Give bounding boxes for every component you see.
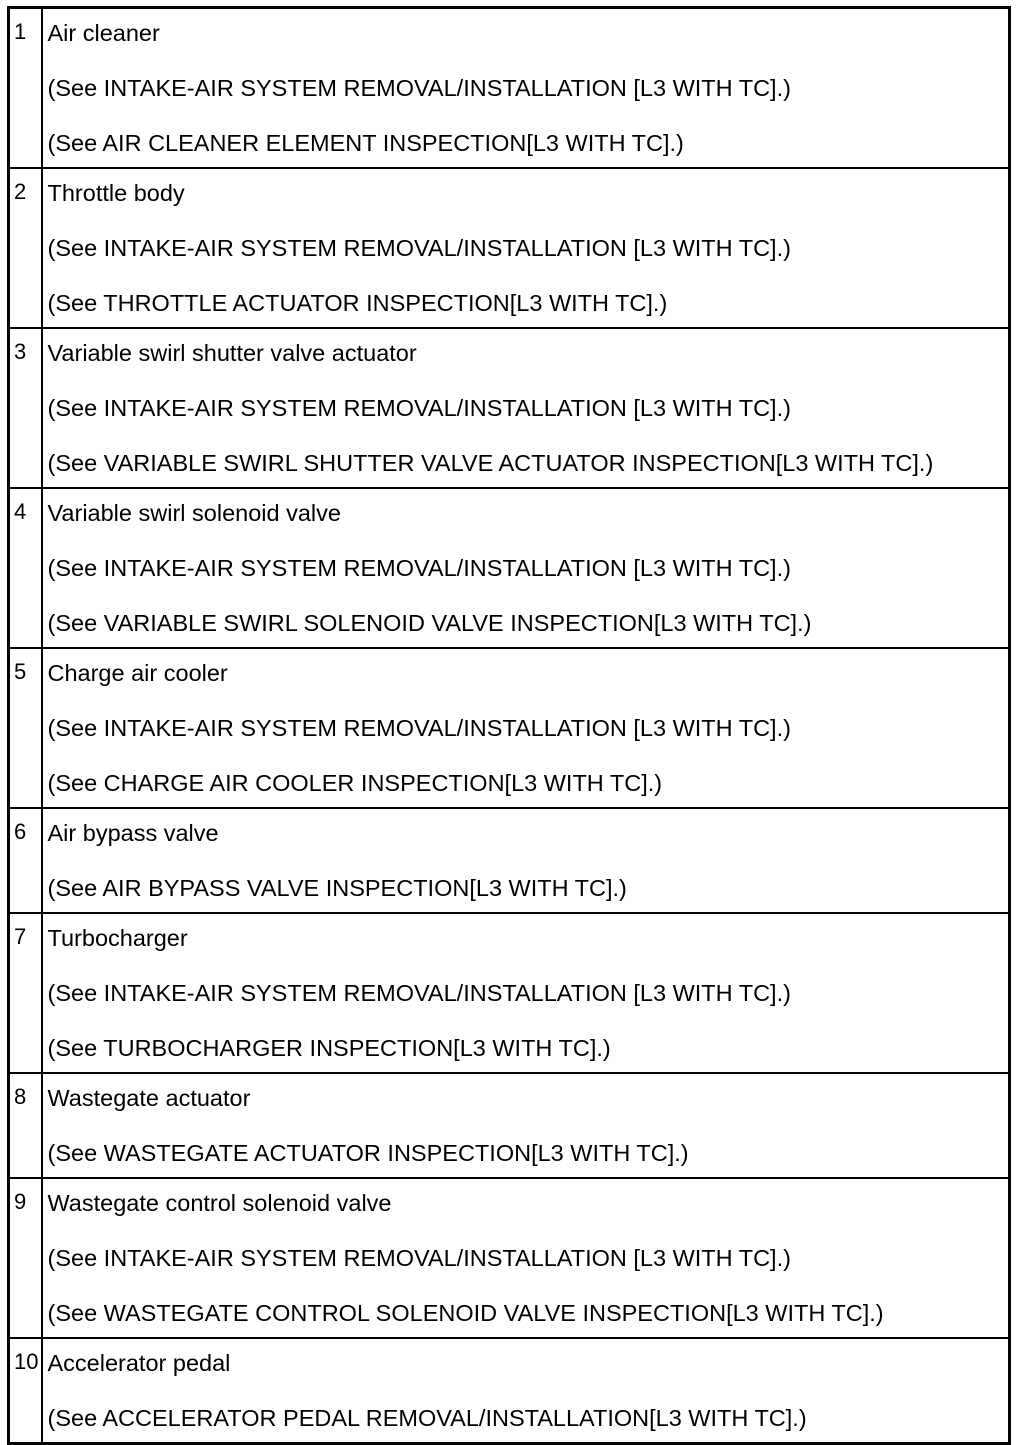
procedure-reference: (See INTAKE-AIR SYSTEM REMOVAL/INSTALLATION [L3 WITH TC].): [47, 1245, 791, 1271]
procedure-reference: (See THROTTLE ACTUATOR INSPECTION[L3 WITH TC].): [47, 290, 668, 316]
item-content: [42, 8, 1010, 169]
item-content: [42, 1073, 1010, 1178]
table-row: [9, 913, 1010, 1073]
item-number: 7: [9, 913, 42, 1073]
procedure-reference: (See AIR CLEANER ELEMENT INSPECTION[L3 WITH TC].): [47, 130, 684, 156]
item-number: 1: [9, 8, 42, 169]
item-number: 9: [9, 1178, 42, 1338]
item-number: 2: [9, 168, 42, 328]
table-row: [9, 808, 1010, 913]
component-name: Turbocharger: [47, 925, 188, 951]
table-row: [9, 1338, 1010, 1444]
item-number: 10: [9, 1338, 42, 1444]
procedure-reference: (See AIR BYPASS VALVE INSPECTION[L3 WITH TC].): [47, 875, 627, 901]
item-content: [42, 328, 1010, 488]
component-name: Variable swirl solenoid valve: [47, 500, 341, 526]
component-name: Air bypass valve: [47, 820, 219, 846]
item-content: [42, 1178, 1010, 1338]
item-content: [42, 1338, 1010, 1444]
item-number: 6: [9, 808, 42, 913]
table-row: [9, 1073, 1010, 1178]
component-name: Wastegate control solenoid valve: [47, 1190, 392, 1216]
procedure-reference: (See INTAKE-AIR SYSTEM REMOVAL/INSTALLATION [L3 WITH TC].): [47, 235, 791, 261]
procedure-reference: (See INTAKE-AIR SYSTEM REMOVAL/INSTALLATION [L3 WITH TC].): [47, 75, 791, 101]
procedure-reference: (See VARIABLE SWIRL SHUTTER VALVE ACTUATOR INSPECTION[L3 WITH TC].): [47, 450, 934, 476]
procedure-reference: (See INTAKE-AIR SYSTEM REMOVAL/INSTALLATION [L3 WITH TC].): [47, 395, 791, 421]
table-row: [9, 328, 1010, 488]
procedure-reference: (See INTAKE-AIR SYSTEM REMOVAL/INSTALLATION [L3 WITH TC].): [47, 980, 791, 1006]
item-number: 3: [9, 328, 42, 488]
component-name: Air cleaner: [47, 20, 160, 46]
component-name: Charge air cooler: [47, 660, 228, 686]
item-content: [42, 913, 1010, 1073]
procedure-reference: (See ACCELERATOR PEDAL REMOVAL/INSTALLATION[L3 WITH TC].): [47, 1405, 807, 1431]
item-number: 4: [9, 488, 42, 648]
table-row: [9, 648, 1010, 808]
item-content: [42, 488, 1010, 648]
table-row: [9, 8, 1010, 169]
procedure-reference: (See CHARGE AIR COOLER INSPECTION[L3 WITH TC].): [47, 770, 663, 796]
procedure-reference: (See INTAKE-AIR SYSTEM REMOVAL/INSTALLATION [L3 WITH TC].): [47, 555, 791, 581]
table-row: [9, 488, 1010, 648]
item-number: 5: [9, 648, 42, 808]
item-content: [42, 808, 1010, 913]
item-content: [42, 168, 1010, 328]
component-name: Wastegate actuator: [47, 1085, 251, 1111]
procedure-reference: (See INTAKE-AIR SYSTEM REMOVAL/INSTALLATION [L3 WITH TC].): [47, 715, 791, 741]
table-row: [9, 168, 1010, 328]
procedure-reference: (See WASTEGATE CONTROL SOLENOID VALVE INSPECTION[L3 WITH TC].): [47, 1300, 884, 1326]
procedure-reference: (See WASTEGATE ACTUATOR INSPECTION[L3 WITH TC].): [47, 1140, 689, 1166]
component-table: [7, 6, 1011, 1445]
procedure-reference: (See VARIABLE SWIRL SOLENOID VALVE INSPECTION[L3 WITH TC].): [47, 610, 812, 636]
table-row: [9, 1178, 1010, 1338]
item-content: [42, 648, 1010, 808]
item-number: 8: [9, 1073, 42, 1178]
component-name: Throttle body: [47, 180, 185, 206]
component-name: Accelerator pedal: [47, 1350, 231, 1376]
component-name: Variable swirl shutter valve actuator: [47, 340, 417, 366]
procedure-reference: (See TURBOCHARGER INSPECTION[L3 WITH TC].): [47, 1035, 611, 1061]
table-body: [9, 8, 1010, 1444]
